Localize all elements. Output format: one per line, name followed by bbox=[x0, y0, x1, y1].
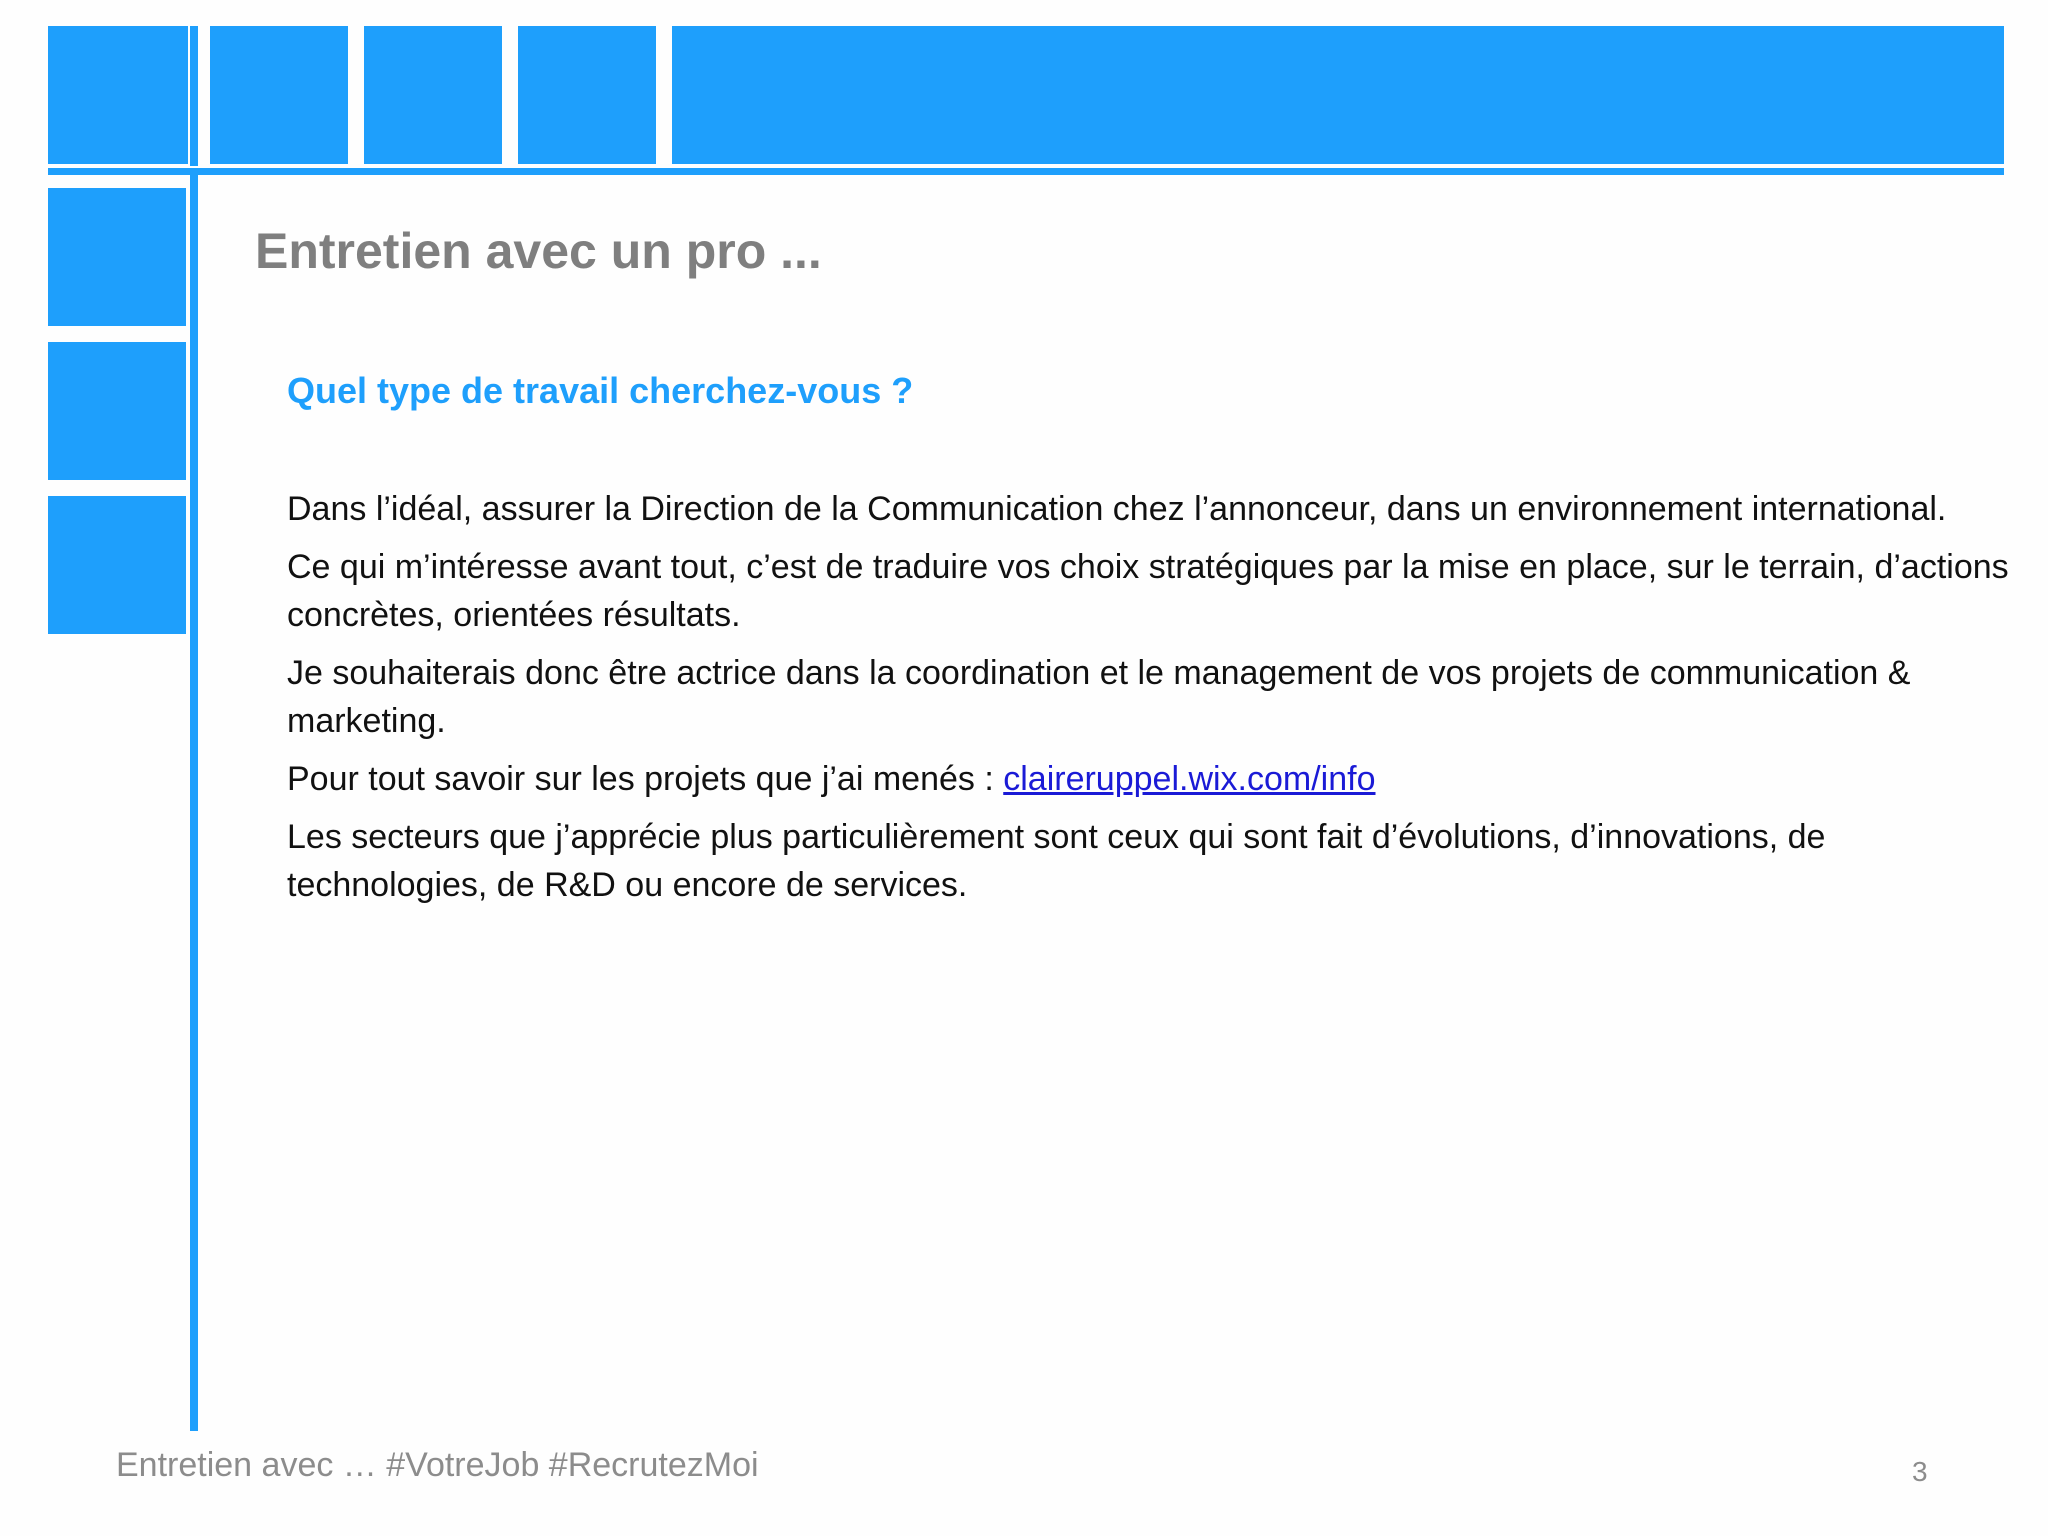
side-block-2 bbox=[48, 342, 186, 480]
portfolio-link[interactable]: claireruppel.wix.com/info bbox=[1003, 760, 1376, 798]
header-block-1 bbox=[48, 26, 188, 164]
page-number: 3 bbox=[1912, 1456, 1928, 1487]
paragraph-2: Ce qui m’intéresse avant tout, c’est de traduire vos choix stratégiques par la mise en place, sur le terrain, d’actions concrètes, orientées résultats. bbox=[287, 548, 2009, 634]
header-block-4 bbox=[518, 26, 656, 164]
header-banner bbox=[672, 26, 2004, 164]
side-block-3 bbox=[48, 496, 186, 634]
link-prefix: Pour tout savoir sur les projets que j’ai menés : bbox=[287, 760, 1004, 798]
vertical-rule bbox=[190, 168, 198, 1431]
answer-body bbox=[287, 485, 2012, 919]
header-rule bbox=[48, 168, 2004, 175]
paragraph-5: Les secteurs que j’apprécie plus particulièrement sont ceux qui sont fait d’évolutions, d’innovations, de technologies, de R&D ou encore de services. bbox=[287, 818, 1826, 904]
question-heading: Quel type de travail cherchez-vous ? bbox=[287, 370, 914, 411]
footer-text: Entretien avec … #VotreJob #RecrutezMoi bbox=[116, 1446, 759, 1484]
paragraph-3: Je souhaiterais donc être actrice dans la coordination et le management de vos projets de communication & marketing. bbox=[287, 654, 1911, 740]
paragraph-link-line bbox=[287, 755, 2012, 803]
vertical-rule-top bbox=[190, 26, 198, 166]
paragraph-1: Dans l’idéal, assurer la Direction de la Communication chez l’annonceur, dans un environnement international. bbox=[287, 490, 1947, 528]
header-block-2 bbox=[210, 26, 348, 164]
slide-title: Entretien avec un pro ... bbox=[255, 223, 822, 279]
header-block-3 bbox=[364, 26, 502, 164]
side-block-1 bbox=[48, 188, 186, 326]
